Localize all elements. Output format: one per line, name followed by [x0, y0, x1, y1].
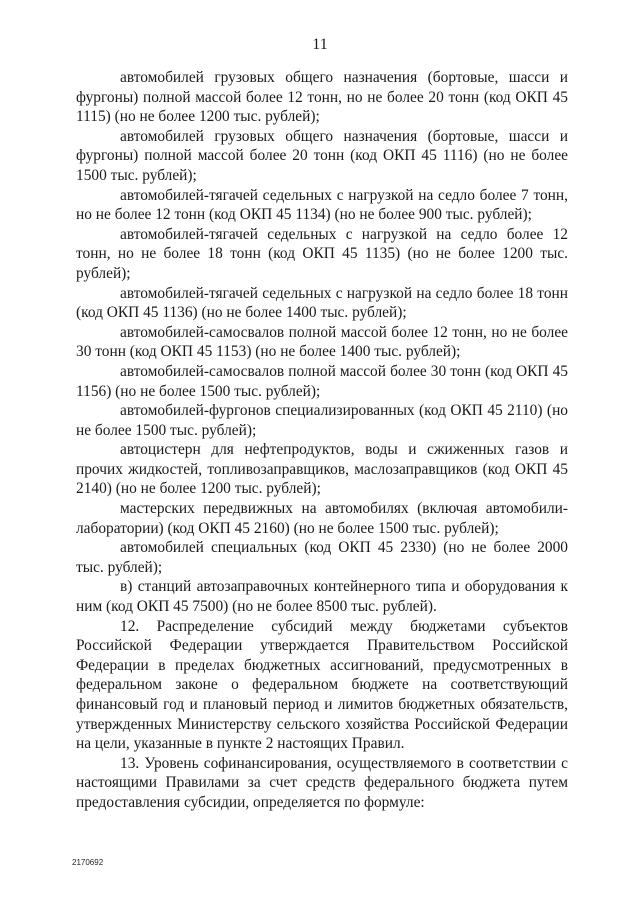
paragraph-section-13: 13. Уровень софинансирования, осуществляемого в соответствии с настоящими Правилами за счет средств федерального бюджета путем предоставления субсидии, определяется по формуле:: [76, 754, 568, 811]
paragraph-vehicle-trucks-over-20: автомобилей грузовых общего назначения (бортовые, шасси и фургоны) полной массой более 20 тонн (код ОКП 45 1116) (но не более 1500 тыс. рублей);: [76, 127, 568, 184]
paragraph-section-12: 12. Распределение субсидий между бюджетами субъектов Российской Федерации утверждается Правительством Российской Федерации в пределах бюджетных ассигнований, предусмотренных в федеральном законе о федеральном бюджете на соответствующий финансовый год и плановый период и лимитов бюджетных обязательств, утвержденных Министерству сельского хозяйства Российской Федерации на цели, указанные в пункте 2 настоящих Правил.: [76, 617, 568, 753]
document-body: [76, 68, 568, 813]
paragraph-vehicle-trucks-12-20: автомобилей грузовых общего назначения (бортовые, шасси и фургоны) полной массой более 12 тонн, но не более 20 тонн (код ОКП 45 1115) (но не более 1200 тыс. рублей);: [76, 69, 568, 126]
paragraph-fuel-stations: в) станций автозаправочных контейнерного типа и оборудования к ним (код ОКП 45 7500) (но не более 8500 тыс. рублей).: [76, 578, 568, 616]
document-code: 2170692: [72, 858, 104, 867]
paragraph-tankers: автоцистерн для нефтепродуктов, воды и сжиженных газов и прочих жидкостей, топливозаправщиков, маслозаправщиков (код ОКП 45 2140) (но не более 1200 тыс. рублей);: [76, 441, 568, 498]
paragraph-dump-over-30: автомобилей-самосвалов полной массой более 30 тонн (код ОКП 45 1156) (но не более 1500 тыс. рублей);: [76, 362, 568, 400]
paragraph-mobile-workshops: мастерских передвижных на автомобилях (включая автомобили-лаборатории) (код ОКП 45 2160) (но не более 1500 тыс. рублей);: [76, 500, 568, 537]
page-number: 11: [312, 36, 328, 53]
paragraph-dump-12-30: автомобилей-самосвалов полной массой более 12 тонн, но не более 30 тонн (код ОКП 45 1153) (но не более 1400 тыс. рублей);: [76, 323, 568, 361]
paragraph-specialized-vans: автомобилей-фургонов специализированных (код ОКП 45 2110) (но не более 1500 тыс. рублей);: [76, 402, 568, 439]
paragraph-tractor-7-12: автомобилей-тягачей седельных с нагрузкой на седло более 7 тонн, но не более 12 тонн (код ОКП 45 1134) (но не более 900 тыс. рублей);: [76, 186, 568, 224]
paragraph-tractor-over-18: автомобилей-тягачей седельных с нагрузкой на седло более 18 тонн (код ОКП 45 1136) (но не более 1400 тыс. рублей);: [76, 284, 568, 322]
paragraph-special-vehicles: автомобилей специальных (код ОКП 45 2330) (но не более 2000 тыс. рублей);: [76, 539, 568, 576]
paragraph-tractor-12-18: автомобилей-тягачей седельных с нагрузкой на седло более 12 тонн, но не более 18 тонн (код ОКП 45 1135) (но не более 1200 тыс. рублей);: [76, 225, 568, 282]
